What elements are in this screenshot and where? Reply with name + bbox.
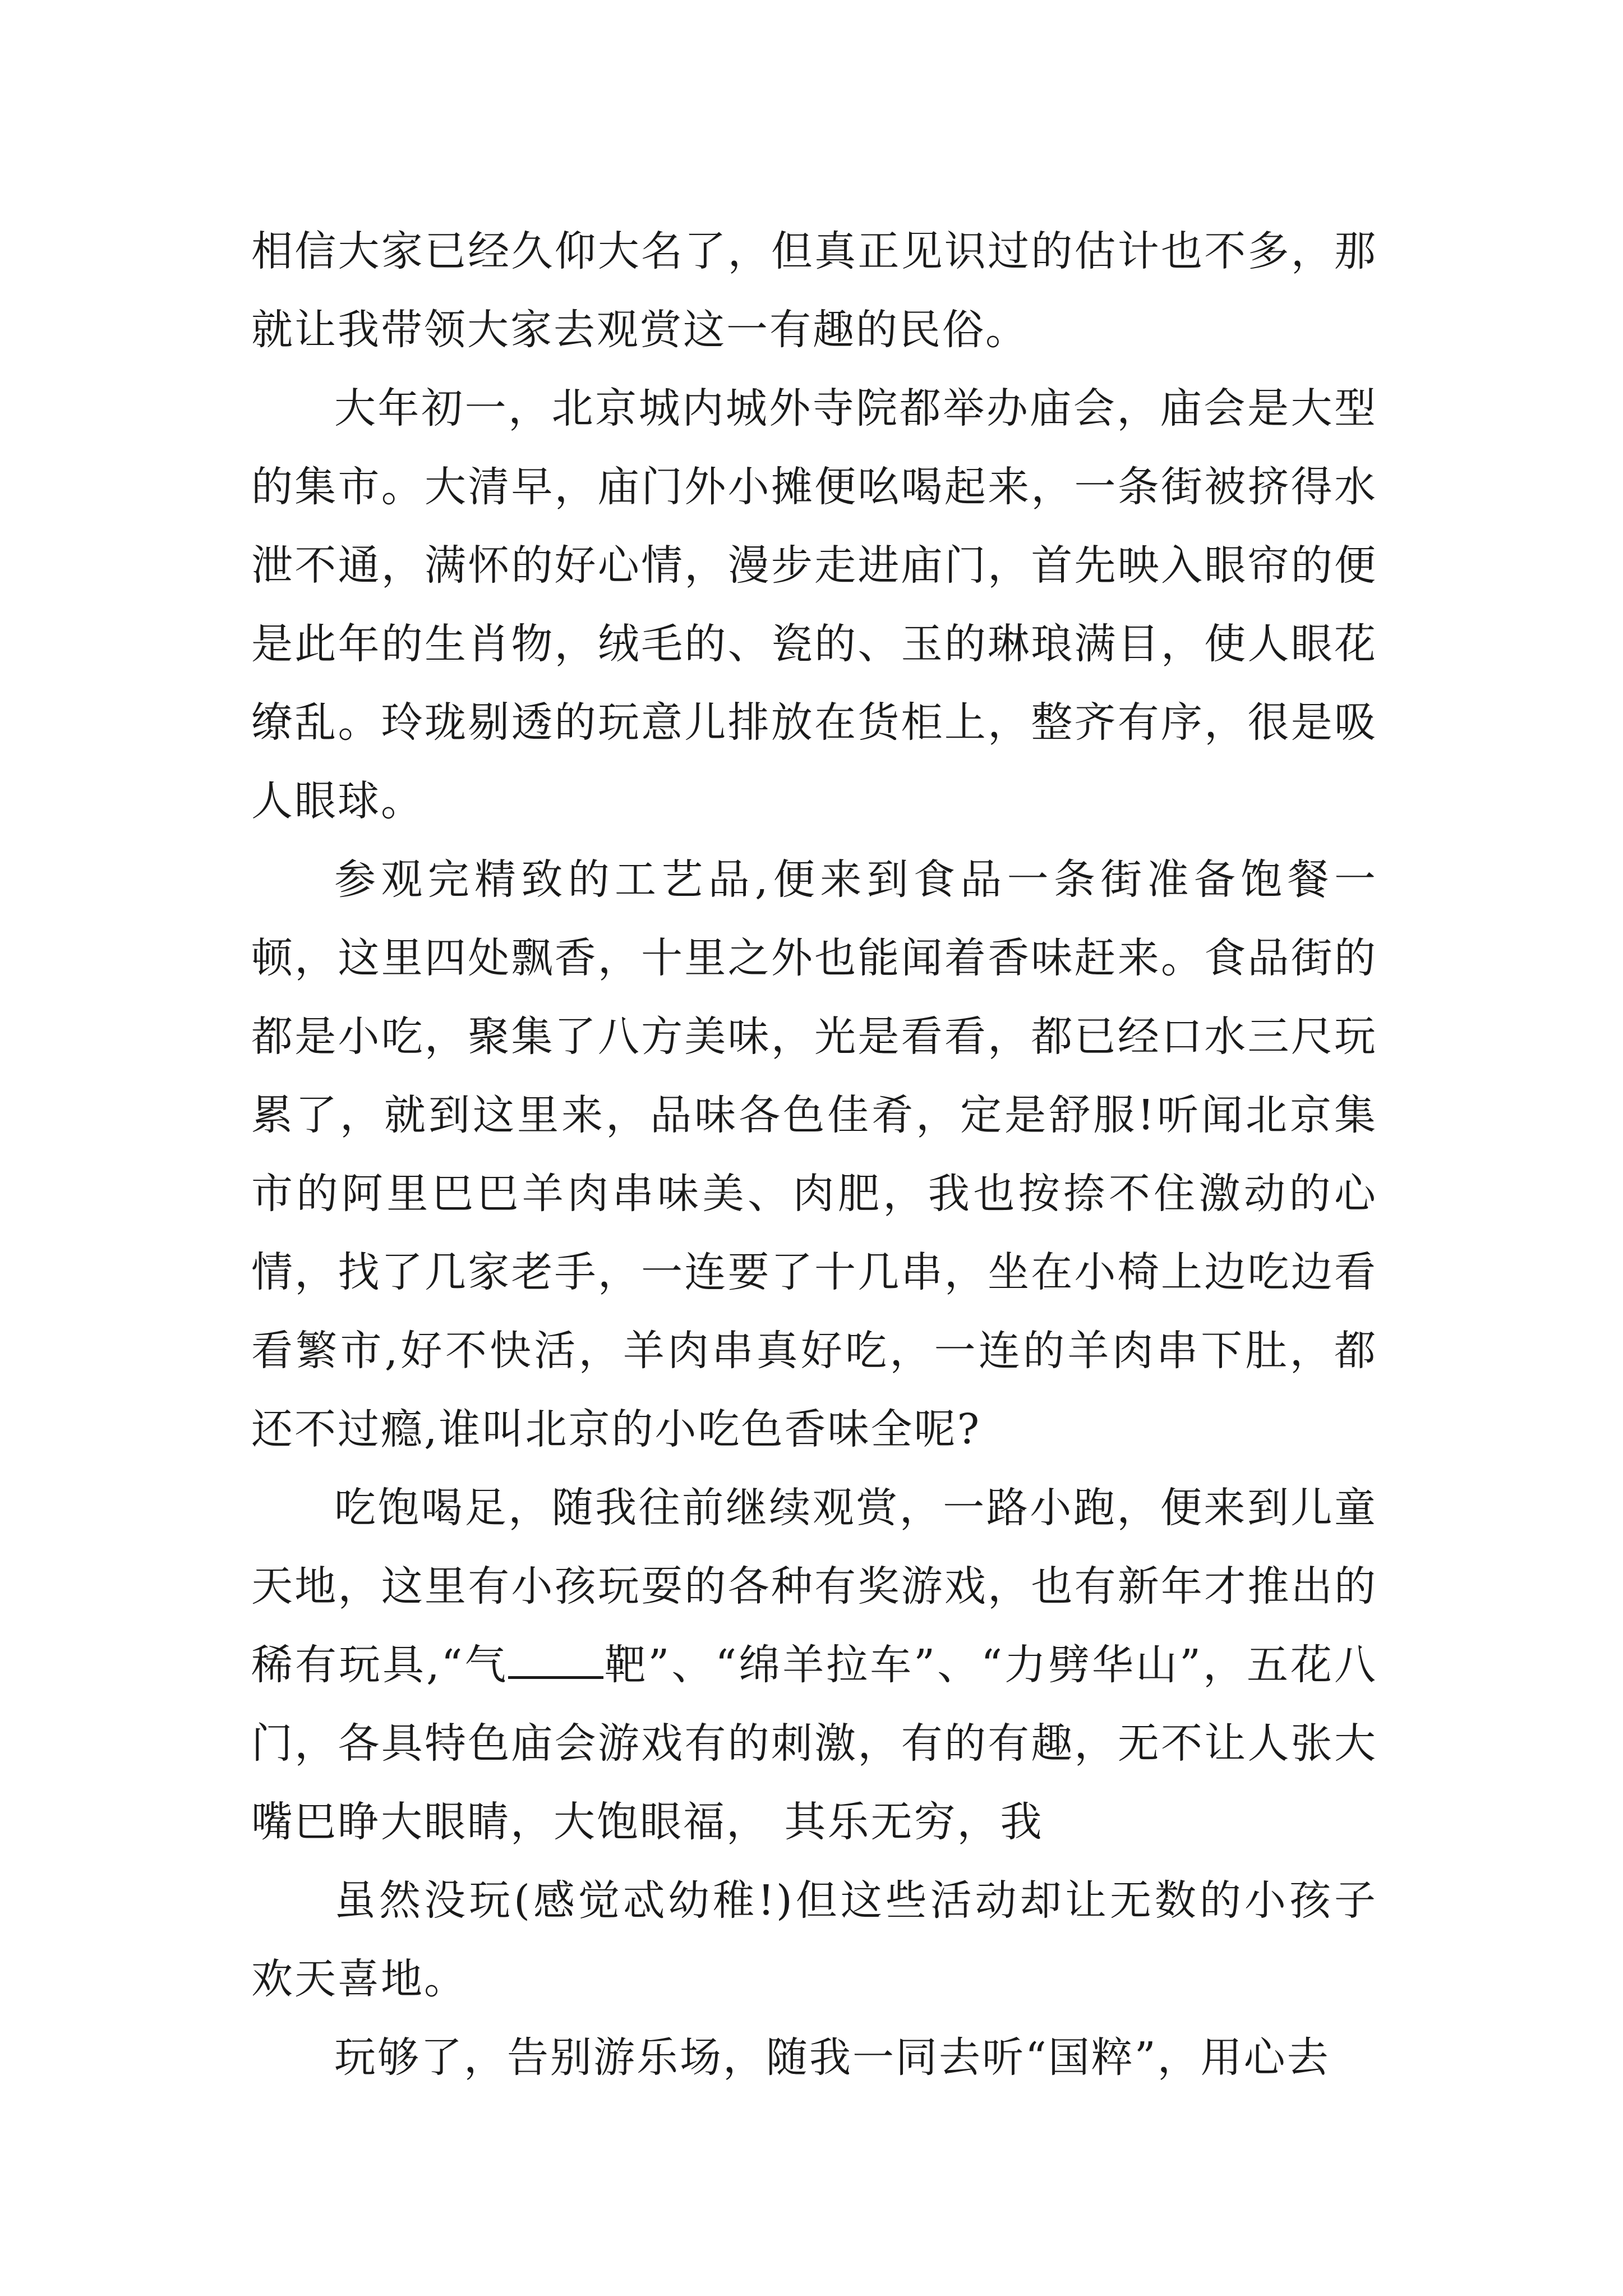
paragraph-4 (251, 1469, 1377, 1861)
paragraph-5: 虽然没玩(感觉忒幼稚!)但这些活动却让无数的小孩子欢天喜地。 (251, 1876, 1377, 2003)
paragraph-4-before-blank: 吃饱喝足，随我往前继续观赏，一路小跑，便来到儿童天地，这里有小孩玩耍的各种有奖游戏，也有新年才推出的稀有玩具,“气 (251, 1484, 1377, 1689)
paragraph-4-after-blank: 靶”、“绵羊拉车”、“力劈华山”，五花八门，各具特色庙会游戏有的刺激，有的有趣，无不让人张大嘴巴睁大眼睛，大饱眼福， 其乐无穷，我 (251, 1641, 1377, 1846)
document-body (251, 212, 1377, 2097)
paragraph-2: 大年初一，北京城内城外寺院都举办庙会，庙会是大型的集市。大清早，庙门外小摊便吆喝起来，一条街被挤得水泄不通，满怀的好心情，漫步走进庙门，首先映入眼帘的便是此年的生肖物，绒毛的、瓷的、玉的琳琅满目，使人眼花缭乱。玲珑剔透的玩意儿排放在货柜上，整齐有序，很是吸人眼球。 (251, 384, 1377, 825)
paragraph-3: 参观完精致的工艺品,便来到食品一条街准备饱餐一顿，这里四处飘香，十里之外也能闻着香味赶来。食品街的都是小吃，聚集了八方美味，光是看看，都已经口水三尺玩累了，就到这里来，品味各色佳肴，定是舒服!听闻北京集市的阿里巴巴羊肉串味美、肉肥，我也按捺不住激动的心情，找了几家老手，一连要了十几串，坐在小椅上边吃边看看繁市,好不快活，羊肉串真好吃，一连的羊肉串下肚，都还不过瘾,谁叫北京的小吃色香味全呢? (251, 855, 1377, 1453)
paragraph-1: 相信大家已经久仰大名了，但真正见识过的估计也不多，那就让我带领大家去观赏这一有趣的民俗。 (251, 227, 1377, 354)
fill-in-blank (508, 1642, 603, 1679)
paragraph-6: 玩够了，告别游乐场，随我一同去听“国粹”，用心去 (334, 2033, 1330, 2082)
